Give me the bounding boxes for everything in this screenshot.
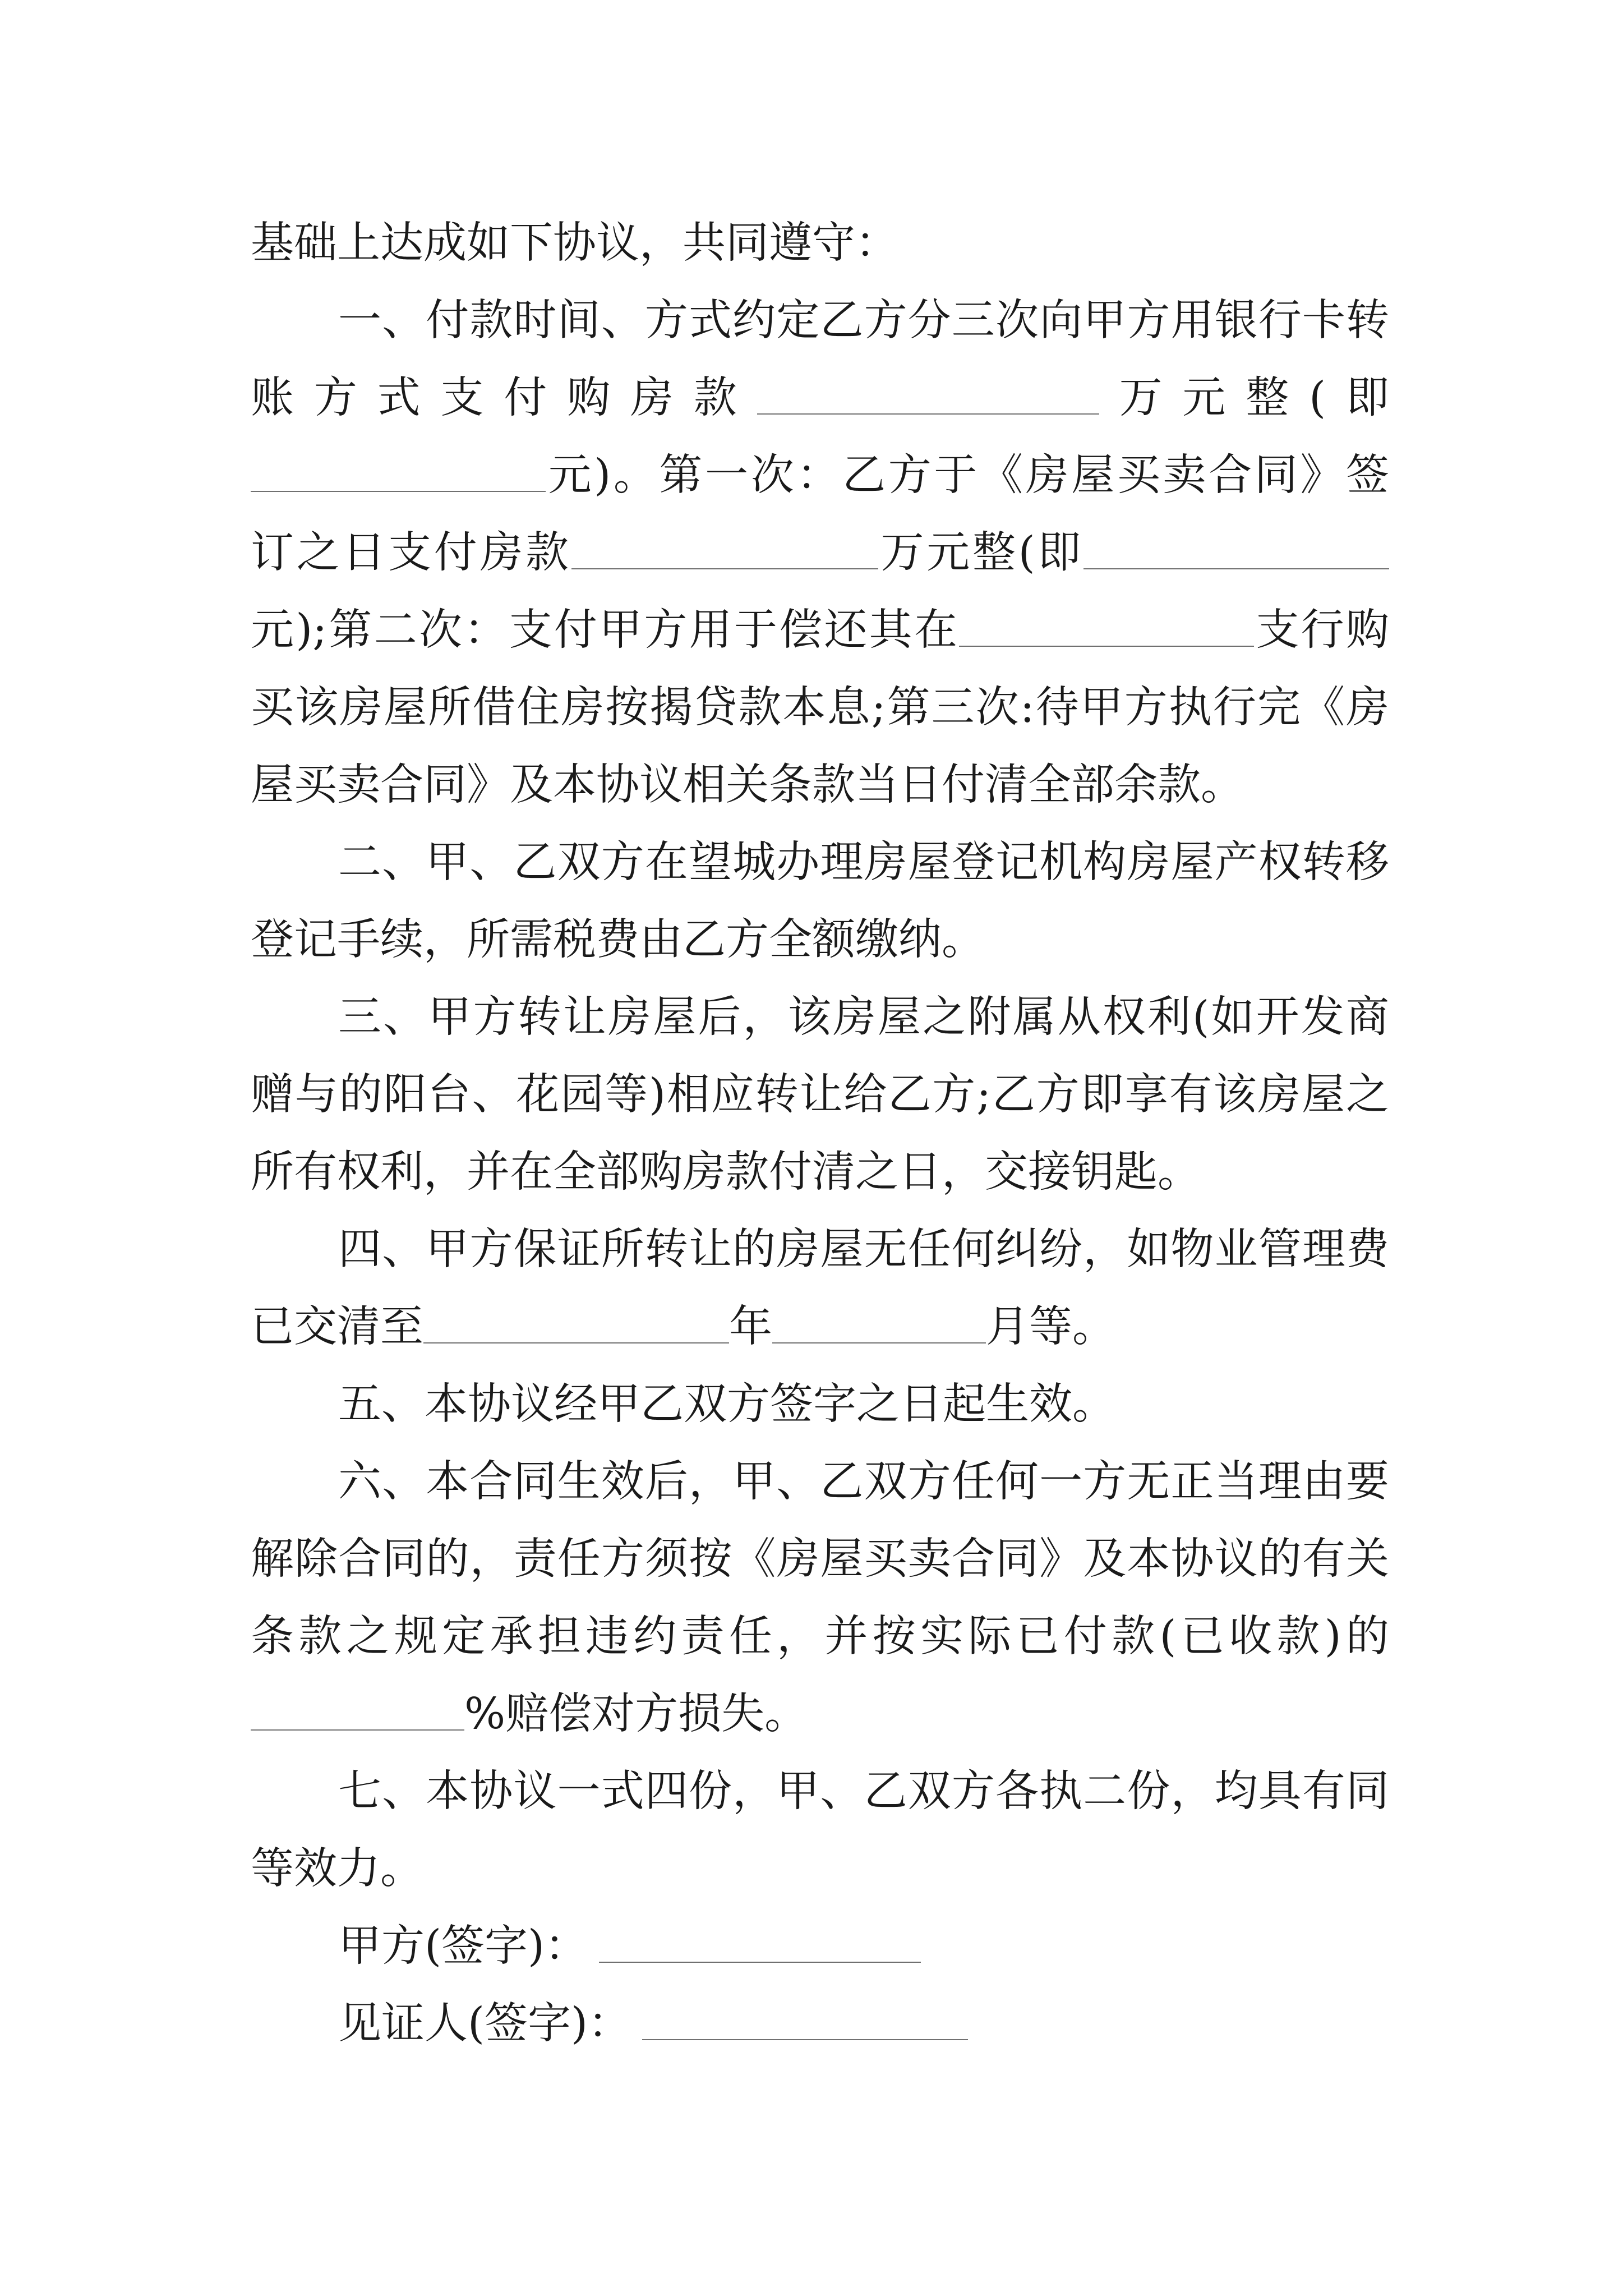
text-line xyxy=(251,1521,1389,1598)
text-line xyxy=(251,824,1389,901)
text-line xyxy=(251,1753,1389,1830)
text-segment: 年 xyxy=(729,1302,772,1352)
text-line xyxy=(251,282,1389,360)
fill-in-blank xyxy=(251,457,546,492)
text-line xyxy=(251,747,1389,824)
text-line xyxy=(251,901,1389,979)
clause-2-registration xyxy=(251,824,1389,979)
text-segment: 已交清至 xyxy=(251,1302,423,1352)
text-line xyxy=(251,1134,1389,1211)
text-segment: 解除合同的，责任方须按《房屋买卖合同》及本协议的有关 xyxy=(251,1534,1389,1584)
text-segment: 三、甲方转让房屋后，该房屋之附属从权利(如开发商 xyxy=(338,992,1389,1042)
text-segment: 账方式支付购房款 xyxy=(251,373,757,423)
text-segment: 买该房屋所借住房按揭贷款本息;第三次:待甲方执行完《房 xyxy=(251,683,1389,733)
text-line xyxy=(251,1289,1389,1366)
text-line xyxy=(251,1443,1389,1521)
text-line xyxy=(251,437,1389,514)
signature-line-party-a xyxy=(251,1908,1389,1985)
signature-label: 见证人(签字)： xyxy=(338,1999,631,2049)
text-line xyxy=(251,1366,1389,1443)
text-line xyxy=(251,1211,1389,1289)
text-segment: 订之日支付房款 xyxy=(251,528,571,578)
text-segment: 七、本协议一式四份，甲、乙双方各执二份，均具有同 xyxy=(338,1766,1389,1816)
clause-5-effective xyxy=(251,1366,1389,1443)
intro-paragraph xyxy=(251,205,1389,282)
text-segment: 登记手续，所需税费由乙方全额缴纳。 xyxy=(251,915,985,965)
signature-section xyxy=(251,1908,1389,2063)
text-segment: 屋买卖合同》及本协议相关条款当日付清全部余款。 xyxy=(251,760,1244,810)
signature-blank xyxy=(642,2005,968,2040)
text-segment: 元)。第一次：乙方于《房屋买卖合同》签 xyxy=(546,450,1389,500)
text-segment: 赠与的阳台、花园等)相应转让给乙方;乙方即享有该房屋之 xyxy=(251,1070,1389,1120)
fill-in-blank xyxy=(1083,535,1389,569)
text-line xyxy=(251,360,1389,437)
text-segment: 支行购 xyxy=(1254,605,1390,655)
text-line xyxy=(251,979,1389,1056)
text-segment: 基础上达成如下协议，共同遵守： xyxy=(251,218,898,268)
fill-in-blank xyxy=(251,1696,464,1731)
text-segment: 等效力。 xyxy=(251,1844,423,1894)
text-line xyxy=(251,1676,1389,1753)
text-line xyxy=(251,1830,1389,1908)
text-segment: 万元整(即 xyxy=(878,528,1084,578)
text-segment: 元);第二次：支付甲方用于偿还其在 xyxy=(251,605,960,655)
clause-4-no-disputes xyxy=(251,1211,1389,1366)
signature-label: 甲方(签字)： xyxy=(338,1921,588,1971)
text-line xyxy=(251,1056,1389,1134)
text-segment: 六、本合同生效后，甲、乙双方任何一方无正当理由要 xyxy=(338,1457,1389,1507)
text-line xyxy=(251,669,1389,747)
fill-in-blank xyxy=(757,380,1099,415)
text-line xyxy=(251,205,1389,282)
text-segment: 一、付款时间、方式约定乙方分三次向甲方用银行卡转 xyxy=(338,296,1389,346)
clause-1-payment xyxy=(251,282,1389,824)
clause-3-transfer-rights xyxy=(251,979,1389,1211)
fill-in-blank xyxy=(772,1309,986,1343)
text-line xyxy=(251,1598,1389,1676)
text-segment: 四、甲方保证所转让的房屋无任何纠纷，如物业管理费 xyxy=(338,1225,1389,1274)
text-segment: 条款之规定承担违约责任，并按实际已付款(已收款)的 xyxy=(251,1612,1389,1662)
text-segment: 二、甲、乙双方在望城办理房屋登记机构房屋产权转移 xyxy=(338,838,1389,887)
text-segment: %赔偿对方损失。 xyxy=(464,1689,808,1739)
fill-in-blank xyxy=(423,1309,729,1343)
text-segment: 月等。 xyxy=(986,1302,1115,1352)
clause-6-breach xyxy=(251,1443,1389,1753)
clause-7-copies xyxy=(251,1753,1389,1908)
fill-in-blank xyxy=(571,535,878,569)
signature-blank xyxy=(599,1928,921,1963)
text-line xyxy=(251,514,1389,592)
text-segment: 五、本协议经甲乙双方签字之日起生效。 xyxy=(338,1379,1115,1429)
text-line xyxy=(251,592,1389,669)
signature-line-witness xyxy=(251,1985,1389,2063)
fill-in-blank xyxy=(959,612,1254,647)
text-segment: 所有权利，并在全部购房款付清之日，交接钥匙。 xyxy=(251,1147,1201,1197)
agreement-body xyxy=(251,205,1389,2063)
text-segment: 万元整(即 xyxy=(1099,373,1390,423)
